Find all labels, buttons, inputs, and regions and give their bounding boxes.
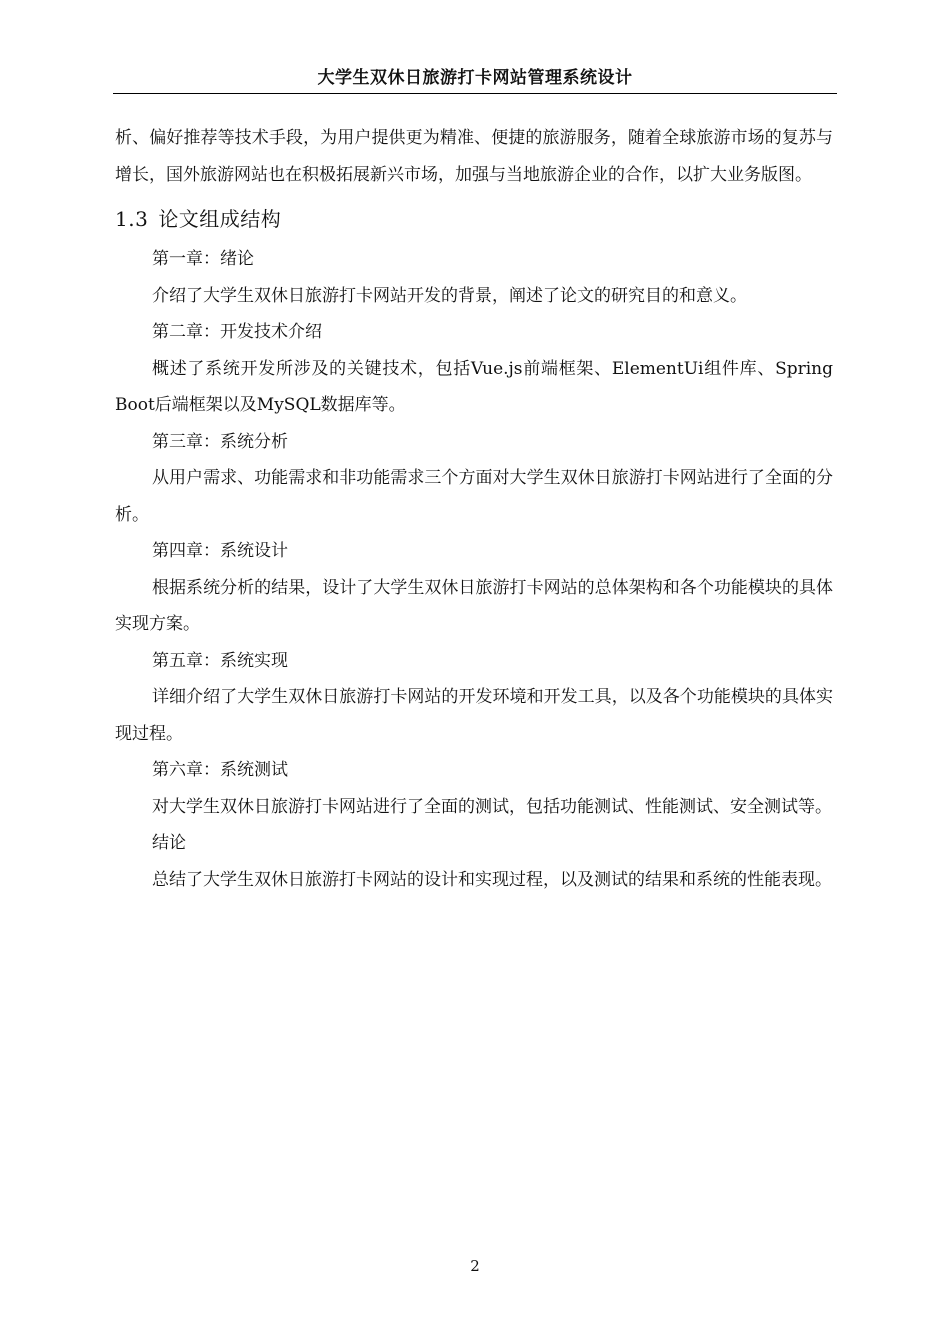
page-body bbox=[115, 120, 833, 898]
header-rule bbox=[113, 93, 837, 94]
running-header: 大学生双休日旅游打卡网站管理系统设计 bbox=[317, 68, 633, 88]
chapter-summary-4: 根据系统分析的结果，设计了大学生双休日旅游打卡网站的总体架构和各个功能模块的具体实现方案。 bbox=[115, 577, 833, 634]
section-title-text: 论文组成结构 bbox=[158, 207, 282, 231]
chapter-heading-6: 第六章：系统测试 bbox=[152, 760, 288, 780]
chapter-summary-1: 介绍了大学生双休日旅游打卡网站开发的背景，阐述了论文的研究目的和意义。 bbox=[152, 285, 747, 306]
conclusion-heading: 结论 bbox=[152, 833, 186, 853]
page-number: 2 bbox=[470, 1257, 480, 1275]
chapter-heading-3: 第三章：系统分析 bbox=[152, 431, 288, 452]
chapter-heading-1: 第一章：绪论 bbox=[152, 249, 254, 269]
chapter-heading-2: 第二章：开发技术介绍 bbox=[152, 322, 322, 342]
chapter-summary-2: 概述了系统开发所涉及的关键技术，包括Vue.js前端框架、ElementUi组件库、Spring Boot后端框架以及MySQL数据库等。 bbox=[115, 358, 833, 415]
chapter-summary-3: 从用户需求、功能需求和非功能需求三个方面对大学生双休日旅游打卡网站进行了全面的分析。 bbox=[115, 468, 833, 525]
continuation-paragraph: 析、偏好推荐等技术手段，为用户提供更为精准、便捷的旅游服务，随着全球旅游市场的复苏与增长，国外旅游网站也在积极拓展新兴市场，加强与当地旅游企业的合作，以扩大业务版图。 bbox=[115, 128, 833, 185]
section-number: 1.3 bbox=[115, 207, 149, 231]
chapter-summary-6: 对大学生双休日旅游打卡网站进行了全面的测试，包括功能测试、性能测试、安全测试等。 bbox=[152, 796, 832, 817]
section-heading bbox=[115, 205, 833, 233]
conclusion-summary: 总结了大学生双休日旅游打卡网站的设计和实现过程，以及测试的结果和系统的性能表现。 bbox=[152, 869, 832, 890]
chapter-summary-5: 详细介绍了大学生双休日旅游打卡网站的开发环境和开发工具，以及各个功能模块的具体实现过程。 bbox=[115, 687, 833, 744]
chapter-heading-5: 第五章：系统实现 bbox=[152, 650, 288, 671]
chapter-heading-4: 第四章：系统设计 bbox=[152, 541, 288, 561]
